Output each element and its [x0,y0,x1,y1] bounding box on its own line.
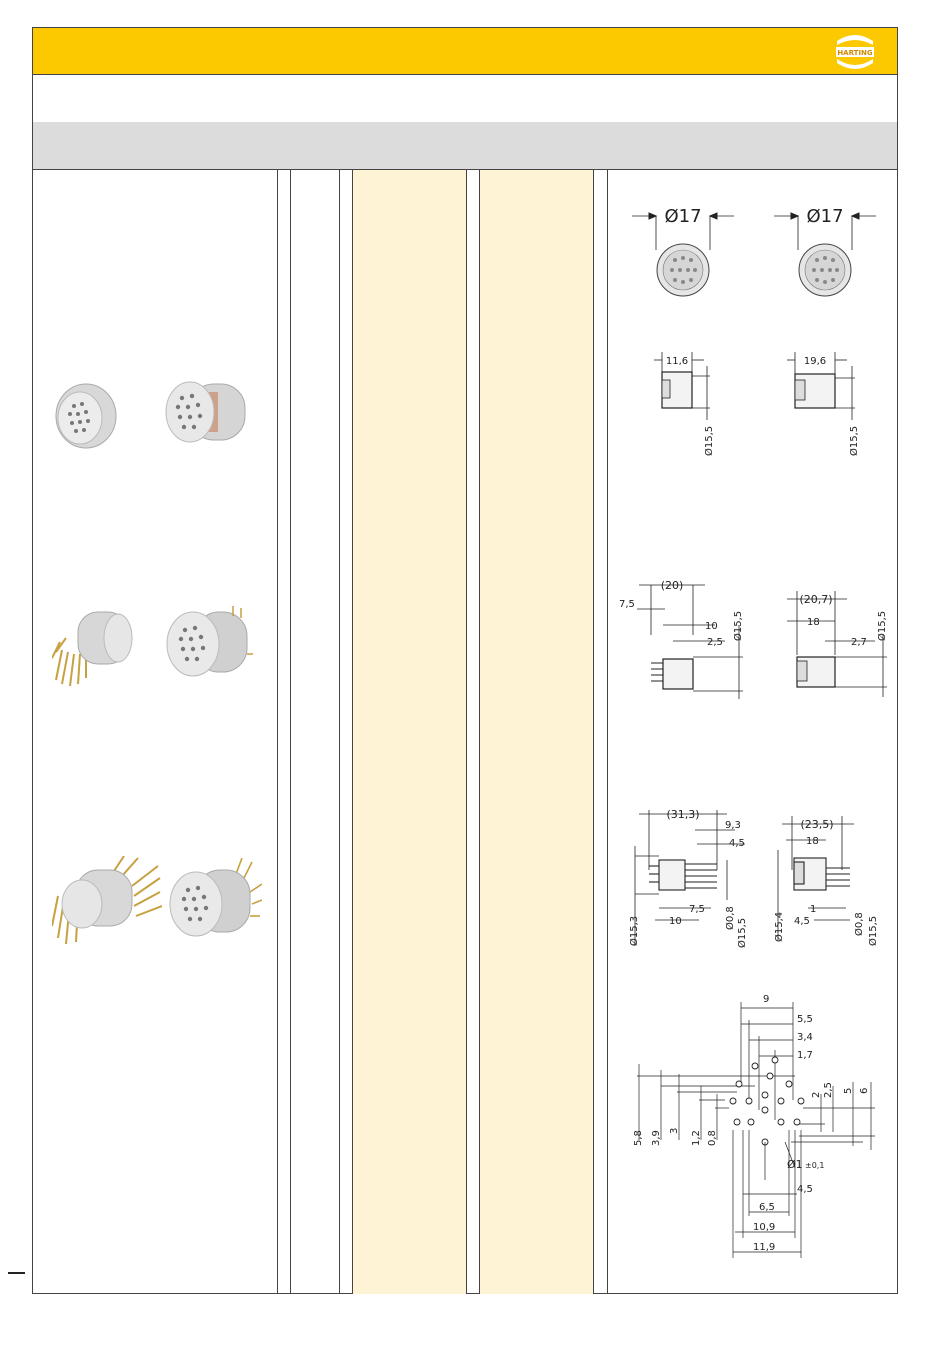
dim-layout-bottom-1: 4,5 [797,1184,813,1195]
dim-pin-right-len: (23,5) [800,818,834,831]
dim-layout-left-3: 3 [669,1127,680,1134]
dim-layout-top-1: 9 [763,994,770,1005]
drawing-pcb-right [775,585,895,700]
harting-logo [833,31,877,73]
divider [607,170,608,1294]
dim-layout-left-4: 1,2 [691,1130,702,1146]
dim-pin-left-dia2: Ø0,8 [725,906,736,930]
dim-pin-left-d: 10 [669,916,682,927]
title-band [33,74,897,123]
dim-layout-left-1: 5,8 [633,1130,644,1146]
dim-pin-right-c: 4,5 [794,916,810,927]
header-bar [33,28,897,74]
dim-pin-left-dia1: Ø15,3 [629,915,640,946]
dim-crimp-right-dia: Ø15,5 [849,425,860,456]
divider [479,170,480,1294]
dim-pin-left-c: 7,5 [689,904,705,915]
drawing-pin-right [770,810,890,950]
dim-pcb-left-b: 10 [705,621,718,632]
dim-layout-top-2: 5,5 [797,1014,813,1025]
dim-layout-top-4: 1,7 [797,1050,813,1061]
dim-pin-right-b: 1 [810,904,817,915]
divider [352,170,353,1294]
dim-pin-left-dia3: Ø15,5 [737,917,748,948]
drawing-face-right [770,200,880,300]
drawing-crimp-right [785,350,875,460]
dim-layout-right-4: 6 [859,1087,870,1094]
drawing-face-left [628,200,738,300]
dim-pin-left-b: 4,5 [729,838,745,849]
dim-pcb-left-a: 7,5 [619,599,635,610]
photo-crimp-insert-short [50,378,122,450]
dim-face-left: Ø17 [664,206,702,227]
divider [593,170,594,1294]
drawing-pin-left [615,800,765,950]
photo-long-pin-insert [52,856,162,948]
dim-pcb-left-dia: Ø15,5 [733,610,744,641]
dim-pcb-right-a: 18 [807,617,820,628]
dim-crimp-right-len: 19,6 [803,356,827,367]
dim-pin-left-len: (31,3) [666,808,700,821]
dim-pcb-right-len: (20,7) [799,593,833,606]
column-cream-2 [480,170,593,1294]
dim-pin-right-dia3: Ø15,5 [868,915,879,946]
dim-layout-left-5: 0,8 [707,1130,718,1146]
drawing-contact-layout [625,990,885,1270]
dim-pin-left-a: 9,3 [725,820,741,831]
dim-pcb-left-c: 2,5 [707,637,723,648]
dim-layout-hole: Ø1 [787,1158,803,1171]
dim-pcb-left-len: (20) [660,579,684,592]
dim-layout-right-2: 2,5 [823,1082,834,1098]
dim-layout-right-3: 5 [843,1087,854,1094]
dim-layout-bottom-3: 10,9 [753,1222,776,1233]
dim-pin-right-a: 18 [806,836,819,847]
divider [290,170,291,1294]
photo-pcb-insert-face [163,604,255,686]
photo-long-pin-insert-face [166,858,262,948]
dim-pcb-right-b: 2,7 [851,637,867,648]
dim-layout-right-1: 2 [811,1091,822,1098]
page-margin-mark [8,1272,25,1274]
drawing-pcb-left [615,575,755,700]
dim-pcb-right-dia: Ø15,5 [877,610,888,641]
subtitle-band [33,122,897,170]
dim-crimp-left-len: 11,6 [665,356,689,367]
dim-pin-right-dia1: Ø15,4 [774,911,785,942]
dim-layout-hole-tol: ±0,1 [805,1161,825,1170]
photo-pcb-insert-pins [52,608,142,688]
dim-layout-bottom-4: 11,9 [753,1242,776,1253]
column-cream-1 [353,170,466,1294]
divider [339,170,340,1294]
photo-crimp-insert-long [160,372,255,452]
dim-crimp-left-dia: Ø15,5 [704,425,715,456]
dim-layout-top-3: 3,4 [797,1032,813,1043]
divider [277,170,278,1294]
dim-pin-right-dia2: Ø0,8 [854,912,865,936]
drawing-crimp-left [650,350,730,460]
dim-layout-left-2: 3,9 [651,1130,662,1146]
dim-layout-bottom-2: 6,5 [759,1202,775,1213]
dim-face-right: Ø17 [806,206,844,227]
logo-text: HARTING [837,49,873,57]
divider [466,170,467,1294]
